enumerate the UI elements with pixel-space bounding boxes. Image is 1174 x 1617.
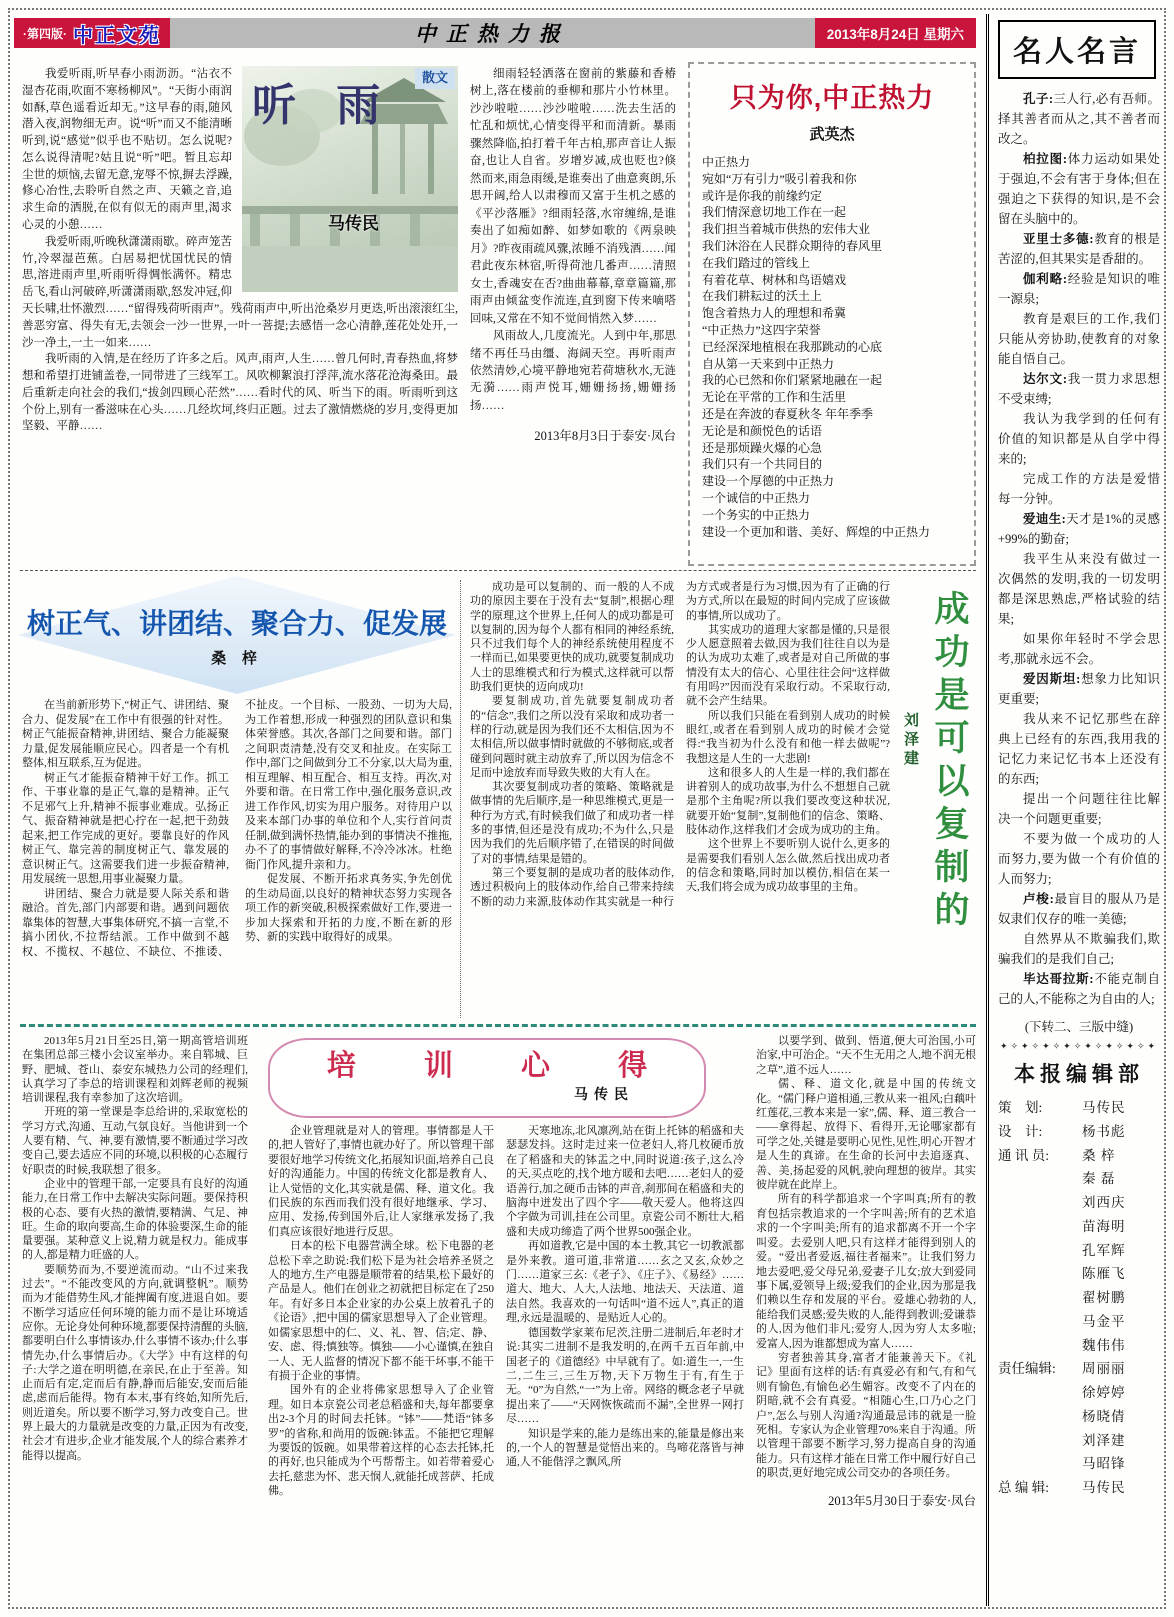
wavy-divider xyxy=(20,1024,976,1027)
editorial-role xyxy=(998,1452,1082,1476)
chenggong-vertical-title: 成功是可以复制的 xyxy=(930,590,969,934)
poem-title: 只为你,中正热力 xyxy=(729,83,935,113)
editorial-title: 本报编辑部 xyxy=(1014,1062,1144,1086)
editorial-name: 苗海明 xyxy=(1082,1218,1126,1234)
poem-line: 中正热力 xyxy=(702,155,751,169)
peixun-dateline: 2013年5月30日于泰安·凤台 xyxy=(828,1493,976,1508)
editorial-name: 杨书彪 xyxy=(1082,1123,1126,1139)
paragraph: 要复制成功,首先就要复制成功者的“信念”,我们之所以没有采取和成功者一样的行动,就是因为我们还不太相信,因为不太相信,所以做事情时就做的不够彻底,或者碰到问题时就主动放弃了,所以因为信念不足而中途放弃而导致失败的大有人在。 xyxy=(470,695,674,779)
poem-line: 已经深深地植根在我那跳动的心底 xyxy=(702,339,883,354)
shuzhengqi-title: 树正气、讲团结、聚合力、促发展 xyxy=(26,608,447,639)
issue-date: 2013年8月24日 星期六 xyxy=(815,18,976,48)
editorial-row xyxy=(998,1357,1160,1381)
quote-item xyxy=(998,549,1160,629)
quote-text: 三人行,必有吾师。择其善者而从之,其不善者而改之。 xyxy=(998,92,1160,146)
poem-line: 我的心已然和你们紧紧地融在一起 xyxy=(702,373,883,388)
article-tingyu-middle-column xyxy=(470,66,676,566)
editorial-name: 徐婷婷 xyxy=(1082,1385,1126,1400)
quote-text: 不要为做一个成功的人而努力,要为做一个有价值的人而努力; xyxy=(998,832,1160,886)
genre-tag: 散文 xyxy=(415,68,455,89)
quote-speaker: 卢梭: xyxy=(1023,892,1054,906)
paragraph: 穷者独善其身,富者才能兼善天下。《礼记》里面有这样的话:有真爱必有和气,有和气则有愉色,有愉色必生媚容。改变不了内在的阴暗,就不会有真爱。“相随心生,口乃心之门户”,怎么与别人沟通?沟通最忌讳的就是一脸死相。专家认为企业管理70%来自于沟通。所以管理干部要不断学习,努力提高自身的沟通能力。只有这样才能在日常工作中履行好自己的职责,更好地完成公司交办的各项任务。 xyxy=(756,1351,976,1480)
quote-item xyxy=(998,629,1160,669)
poem-lines xyxy=(702,154,962,540)
shuzhengqi-author: 桑 梓 xyxy=(211,651,263,667)
paragraph: 讲团结、聚合力就是要人际关系和谐融洽。首先,部门内部要和谐。遇到问题依靠集体的智慧,大事集体研究,不搞一言堂,不搞小团伙,不拉帮结派。工作中做到不越权、不揽权、不越位、不缺位、不推诿、不扯皮。一个目标、一股劲、一切为大局,为工作着想,形成一种强烈的团队意识和集体荣誉感。其次,各部门之间要和谐。部门之间职责清楚,没有交叉和扯皮。在实际工作中,部门之间做到分工不分家,以大局为重,相互理解、相互配合、相互支持。再次,对外要和谐。在日常工作中,强化服务意识,改进工作作风,切实为用户服务。对待用户以及来本部门办事的单位和个人,实行首问责任制,做到满怀热情,能办到的事情决不推拖,办不了的事情做好解释,不冷冷冰冰。杜绝衙门作风,提升亲和力。 xyxy=(22,699,452,958)
quote-item xyxy=(998,269,1160,309)
paragraph: 所有的科学都追求一个字叫真;所有的教育包括宗教追求的一个字叫善;所有的艺术追求的一个字叫美;所有的追求都离不开一个字叫爱。去爱别人吧,只有这样才能得到别人的爱。“爱出者爱返,福往者福来”。让我们努力地去爱吧,爱父母兄弟,爱妻子儿女;放大到爱同事下属,爱领导上级;爱我们的企业,因为那是我们赖以生存和发展的平台。爱雄心勃勃的人,能给我们灵感;爱失败的人,能得到教训;爱谦恭的人,因为他们非凡;爱穷人,因为穷人太多啦;爱富人,因为谁都想成为富人…… xyxy=(756,1193,976,1350)
editorial-role: 责任编辑: xyxy=(998,1361,1056,1377)
editorial-row xyxy=(998,1429,1160,1453)
paragraph: 风雨故人,几度流光。人到中年,那思绪不再任马由缰、海阔天空。再听雨声依然清妙,心境平静地宛若荷塘秋水,无涟无漪……雨声悦耳,姗姗扬扬,姗姗扬扬…… xyxy=(470,330,676,412)
quote-text: 完成工作的方法是爱惜每一分钟。 xyxy=(998,472,1160,506)
quote-item xyxy=(998,509,1160,549)
quote-speaker: 爱因斯坦: xyxy=(1023,672,1081,686)
paragraph: 要顺势而为,不要逆流而动。“山不过来我过去”。“不能改变风的方向,就调整帆”。顺势而为才能借势生风,才能捭阖有度,进退自如。要不断学习适应任何环境的能力而不是让环境适应你。无论身处何种环境,都要保持清醒的头脑,都要明白什么事情该办,什么事情不该办;什么事情先办,什么事情后办。《大学》中有这样的句子:大学之道在明明德,在亲民,在止于至善。知止而后有定,定而后有静,静而后能安,安而后能虑,虑而后能得。物有本末,事有终始,知所先后,则近道矣。所以要不断学习,努力改变自己。世界上最大的力量就是改变的力量,正因为有改变,社会才有进步,企业才能发展,个人的综合素养才能得以提高。 xyxy=(22,1263,248,1462)
quote-text: 我从来不记忆那些在辞典上已经有的东西,我用我的记忆力来记忆书本上还没有的东西; xyxy=(998,712,1160,786)
quotes-title: 名人名言 xyxy=(998,20,1156,79)
editorial-role: 设 计: xyxy=(998,1123,1043,1139)
poem-line: 我们沐浴在人民群众期待的春风里 xyxy=(702,238,883,253)
editorial-name: 马传民 xyxy=(1082,1480,1126,1495)
editorial-name: 桑 梓 xyxy=(1082,1147,1116,1163)
quote-text: 体力运动如果处于强迫,不会有害于身体;但在强迫之下获得的知识,是不会留在头脑中的。 xyxy=(998,152,1160,226)
shuzhengqi-text xyxy=(22,698,452,1014)
editorial-role: 通 讯 员: xyxy=(998,1147,1050,1163)
editorial-row xyxy=(998,1476,1160,1500)
poem-line: 有着花草、树林和鸟语嬉戏 xyxy=(702,272,847,287)
paragraph: 成功是可以复制的、而一般的人不成功的原因主要在于没有去“复制”,根据心理学的原理,这个世界上,任何人的成功都是可以复制的,因为每个人都有相同的神经系统,只不过我们每个人的神经系统使用程度不一样而已,如果要更快的成功,就要复制成功人士的思维模式和行为模式,这样就可以帮助我们更快的迈向成功! xyxy=(470,581,674,694)
paragraph: 第三个要复制的是成功者的肢体动作,透过积极向上的肢体动作,给自己带来持续不断的动力来源,肢体动作其实就是一种行为方式或者是行为习惯,因为有了正确的行为方式,所以在最短的时间内完成了应该做的事情,所以成功了。 xyxy=(470,581,890,908)
paragraph: 我爱听雨,听晚秋潇潇雨歇。碎声笼苦竹,冷翠湿芭蕉。白居易把忧国忧民的情思,溶进雨声里,听雨听得惆怅满怀。精忠岳飞,看山河破碎,听潇潇雨歇,怒发冲冠,仰天长啸,壮怀激烈……“留得残荷听雨声”。残荷雨声中,听出沧桑岁月更迭,听出滚滚红尘,善恶穷富、得失有无,去领会一沙一世界,一叶一菩提;去感悟一念心清静,莲花处处开,一沙一净土,一土一如来…… xyxy=(22,235,458,349)
poem-line: 我们情深意切地工作在一起 xyxy=(702,205,847,220)
quote-text: 教育的根是苦涩的,但其果实是香甜的。 xyxy=(998,232,1160,266)
quote-item xyxy=(998,409,1160,469)
quote-text: 经验是知识的唯一源泉; xyxy=(998,272,1160,306)
poem-line: 我们只有一个共同目的 xyxy=(702,457,823,472)
peixun-column-b xyxy=(506,1124,744,1610)
editorial-role xyxy=(998,1262,1082,1286)
editorial-name: 杨晓倩 xyxy=(1082,1408,1126,1424)
poem-line: 我们担当着城市供热的宏伟大业 xyxy=(702,222,871,237)
poem-line: 还是那烦躁火爆的心急 xyxy=(702,440,823,455)
quote-speaker: 亚里士多德: xyxy=(1023,232,1094,246)
quote-item xyxy=(998,969,1160,1009)
paragraph: 开班的第一堂课是李总给讲的,采取宽松的学习方式,沟通、互动,气氛良好。当他讲到一个人要有精、气、神,要有激情,要不断通过学习改变自己,要去适应不同的环境,以积极的心态履行好职责的时候,我联想了很多。 xyxy=(22,1106,248,1176)
shuzhengqi-title-banner xyxy=(22,580,452,690)
paragraph: 天寒地冻,北风凛冽,站在街上托钵的稻盛和夫瑟瑟发抖。这时走过来一位老妇人,将几枚硬币放在了稻盛和夫的钵盂之中,同时说道:孩子,这么冷的天,买点吃的,找个地方暖和去吧……老妇人的爱语善行,加之硬币击钵的声音,刹那间在稻盛和夫的脑海中迸发出了四个字——敬天爱人。他将这四个字做为司训,挂在公司里。京瓷公司不断壮大,稻盛和夫成功缔造了两个世界500强企业。 xyxy=(506,1125,744,1238)
paragraph: 细雨轻轻洒落在窗前的紫藤和香椿树上,落在楼前的垂柳和那片小竹林里。沙沙啦啦……沙沙啦啦……洗去生活的忙乱和烦忧,心情变得平和而清新。暴雨骤然降临,拍打着千年古柏,那声音让人振奋,也让人自省。岁增岁减,成也贬也?倏然而来,雨急雨缓,是谁奏出了曲意爽朗,乐思开阔,给人以肃穆而又富于生机之感的《平沙落雁》?细雨轻落,水帘缠绵,是谁奏出了如痴如醉、如梦如歌的《两泉映月》?昨夜雨疏风骤,浓睡不消残酒……闻君此夜东林宿,听得荷池几番声……清照女士,香魂安在否?曲曲幕幕,章章篇篇,那雨声由倾盆变作流连,直到窗下传来嘀嗒回味,又常在不知不觉间悄然入梦…… xyxy=(470,68,676,325)
poem-author: 武英杰 xyxy=(809,127,855,143)
editorial-role xyxy=(998,1239,1082,1263)
editorial-role xyxy=(998,1405,1082,1429)
poem-line: 无论是和颜悦色的话语 xyxy=(702,423,823,438)
poem-line: 饱含着热力人的理想和希冀 xyxy=(702,306,847,321)
editorial-role xyxy=(998,1429,1082,1453)
quote-speaker: 伽利略: xyxy=(1023,272,1068,286)
edition-block xyxy=(14,18,170,48)
quote-item xyxy=(998,829,1160,889)
editorial-row xyxy=(998,1096,1160,1120)
editorial-row xyxy=(998,1452,1160,1476)
editorial-role xyxy=(998,1167,1082,1191)
paragraph: 这和很多人的人生是一样的,我们都在讲着别人的成功故事,为什么不想想自己就是那个主角呢?所以我们要改变这种状况,就要开始“复制”,复制他们的信念、策略、肢体动作,这样我们才会成为成功的主角。 xyxy=(686,766,890,837)
editorial-row xyxy=(998,1239,1160,1263)
tingyu-dateline: 2013年8月3日于泰安·凤台 xyxy=(534,429,676,444)
article-tingyu-author: 马传民 xyxy=(328,214,379,233)
tingyu-middle-text xyxy=(470,66,676,415)
sidebar xyxy=(986,14,1164,1606)
paragraph: 树正气才能振奋精神干好工作。抓工作、干事业靠的是正气,靠的是精神。正气不足邪气上升,精神不振事业难成。弘扬正气、振奋精神就是把心拧在一起,把干劲鼓起来,把工作完成的更好。要靠良好的作风树正气、靠完善的制度树正气、靠发展的意识树正气。这需要我们进一步振奋精神,用发展统一思想,用事业凝聚力量。 xyxy=(22,771,229,886)
article-peixun-intro-column xyxy=(22,1034,248,1608)
quote-speaker: 柏拉图: xyxy=(1023,152,1068,166)
paragraph: 我听雨的入情,是在经历了许多之后。风声,雨声,人生……曾几何时,青春热血,将梦想和希望打进铺盖卷,一同带进了三线军工。风吹柳絮浪打浮萍,流水落花沧海桑田。最后重新走向社会的我们,“拔剑四顾心茫然”……看时代的风、听当下的雨。听雨听到这个份上,别有一番滋味在心头……几经坎坷,终归正题。过去了激情燃烧的岁月,变得更加坚毅、平静…… xyxy=(22,353,458,433)
poem-line: “中正热力”这四字荣誉 xyxy=(702,322,821,337)
editorial-name: 秦 磊 xyxy=(1082,1171,1116,1187)
newspaper-title: 中正热力报 xyxy=(414,22,570,46)
editorial-role xyxy=(998,1286,1082,1310)
poem-line: 在我们踏过的管线上 xyxy=(702,255,811,270)
paragraph: 企业中的管理干部,一定要具有良好的沟通能力,在日常工作中去解决实际问题。要保持积极的心态、要有火热的激情,要精满、气足、神旺。生命的取向要高,生命的体验要深,生命的能量要强。某种意义上说,精力就是权力。能成事的人,都是精力旺盛的人。 xyxy=(22,1177,248,1262)
poem-line: 自从第一天来到中正热力 xyxy=(702,356,835,371)
peixun-author: 马传民 xyxy=(574,1088,634,1103)
editorial-board xyxy=(998,1041,1160,1500)
paragraph: 这个世界上不要听别人说什么,更多的是需要我们看别人怎么做,然后找出成功者的信念和策略,同时加以模仿,相信在某一天,我们将会成为成功故事里的主角。 xyxy=(686,838,890,894)
quote-item xyxy=(998,889,1160,929)
poem-line: 建设一个厚德的中正热力 xyxy=(702,474,835,489)
editorial-row xyxy=(998,1215,1160,1239)
quote-item xyxy=(998,669,1160,709)
article-tingyu-left-column xyxy=(22,66,458,566)
quote-item xyxy=(998,789,1160,829)
editorial-row xyxy=(998,1405,1160,1429)
paragraph: 其次要复制成功者的策略、策略就是做事情的先后顺序,是一种思维模式,更是一种行为方式,有时候我们做了和成功者一样多的事情,但还是没有成功;不为什么,只是因为我们的先后顺序错了,在错误的时间做了对的事情,结果是错的。 xyxy=(470,781,674,865)
quote-speaker: 爱迪生: xyxy=(1023,512,1066,526)
peixun-column-c xyxy=(756,1034,976,1610)
quote-item xyxy=(998,149,1160,229)
editorial-role xyxy=(998,1334,1082,1358)
editorial-role xyxy=(998,1381,1082,1405)
quote-text: 我认为我学到的任何有价值的知识都是从自学中得来的; xyxy=(998,412,1160,466)
masthead-bar xyxy=(14,18,976,48)
paragraph: 所以我们只能在看到别人成功的时候眼红,或者在看到别人成功的时候才会觉得:“我当初为什么没有和他一样去做呢”?我想这是人生的一大悲剧! xyxy=(686,709,890,765)
editorial-row xyxy=(998,1262,1160,1286)
quote-text: 我一贯力求思想不受束缚; xyxy=(998,372,1160,406)
poem-line: 建设一个更加和谐、美好、辉煌的中正热力 xyxy=(702,524,931,539)
article-tingyu-title: 听 雨 xyxy=(252,81,395,130)
paragraph: 其实成功的道理大家都是懂的,只是很少人愿意照着去做,因为我们往往自以为是的认为成功太难了,或者是对自己所做的事情没有太大的信心、心里往往会问“这样做有用吗?”因而没有采取行动。不采取行动,就不会产生结果。 xyxy=(686,623,890,708)
quote-item xyxy=(998,929,1160,969)
quote-text: 如果你年轻时不学会思考,那就永远不会。 xyxy=(998,632,1160,666)
editorial-rows xyxy=(998,1096,1160,1500)
paragraph: 德国数学家莱布尼茨,注册二进制后,年老时才说:其实二进制不是我发明的,在两千五百年前,中国老子的《道德经》中早就有了。如:道生一,一生二,二生三,三生万物,天下万物生于有,有生于无。“0”为自然,“一”为上帝。网络的概念老子早就提出来了——“天网恢恢疏而不漏”,全世界一网打尽…… xyxy=(506,1326,744,1426)
paragraph: 儒、释、道文化,就是中国的传统文化。“儒门释户道相通,三教从来一祖风;白藕叶红莲花,三教本来是一家”,儒、释、道三教合一——拿得起、放得下、看得开,无论哪家都有可学之处,关键是要明心见性,见性,明心开智才是人生的真谛。在生命的长河中去追逐真、善、美,扬起爱的风帆,驶向理想的彼岸。其实彼岸就在此岸上。 xyxy=(756,1078,976,1192)
editorial-role xyxy=(998,1215,1082,1239)
article-chenggong-text xyxy=(470,580,890,1018)
quote-text: 天才是1%的灵感+99%的勤奋; xyxy=(998,512,1160,546)
quote-speaker: 毕达哥拉斯: xyxy=(1023,972,1094,986)
quote-item xyxy=(998,89,1160,149)
continuation-note: (下转二、三版中缝) xyxy=(1024,1020,1134,1034)
editorial-name: 刘西庆 xyxy=(1082,1195,1126,1210)
paragraph: 再如道教,它是中国的本土教,其它一切教派都是外来教。道可道,非常道……玄之又玄,众妙之门……道家三玄:《老子》、《庄子》、《易经》……道大、地大、人大,人法地、地法天、天法道、道法自然。我喜欢的一句话叫“道不远人”,真正的道理,永远是温暖的、是贴近人心的。 xyxy=(506,1240,744,1325)
editorial-name: 马昭锋 xyxy=(1082,1456,1126,1472)
editorial-row xyxy=(998,1120,1160,1144)
peixun-title: 培 训 心 得 xyxy=(326,1050,678,1082)
article-shuzhengqi xyxy=(22,580,452,1020)
editorial-row xyxy=(998,1167,1160,1191)
editorial-name: 周丽丽 xyxy=(1082,1361,1126,1377)
paragraph: 知识是学来的,能力是练出来的,能量是修出来的,一个人的智慧是觉悟出来的。鸟啼花落皆与神通,人不能偕浮之飘风,所 xyxy=(506,1427,744,1469)
horizontal-divider xyxy=(20,570,976,571)
quote-item xyxy=(998,229,1160,269)
poem-line: 一个诚信的中正热力 xyxy=(702,490,811,505)
paragraph: 我爱听雨,听早春小雨沥沥。“沾衣不湿杏花雨,吹面不寒杨柳风”。“天街小雨润如酥,草色遥看近却无。”这早春的雨,随风潜入夜,润物细无声。说“听”而又不能清晰听到,说“感觉”似乎也不贴切。怎么说呢?怎么说得清呢?姑且说“听”吧。暂且忘却尘世的烦恼,去留无意,宠辱不惊,摒去浮躁,修心冶性,去聆听自然之声、天籁之音,追求生命的洒脱,在似有似无的雨声里,渴求心灵的小憩…… xyxy=(22,68,232,232)
editorial-name: 刘泽建 xyxy=(1082,1432,1126,1448)
quote-text: 教育是艰巨的工作,我们只能从旁协助,使教育的对象能自悟自己。 xyxy=(998,312,1160,366)
paragraph: 企业管理就是对人的管理。事情都是人干的,把人管好了,事情也就办好了。所以管理干部要很好地学习传统文化,拓展知识面,培养自己良好的沟通能力。中国的传统文化都是教育人、让人觉悟的文化,其实就是儒、释、道文化。我们民族的东西而我们没有很好地继承、学习、应用、发扬,传到国外后,让人家继承发扬了,我们真应该很好地进行反思。 xyxy=(268,1125,494,1238)
edition-label: ·第四版· xyxy=(23,26,67,41)
poem-line: 还是在奔波的春夏秋冬 年年季季 xyxy=(702,406,874,421)
poem-line: 宛如“万有引力”吸引着我和你 xyxy=(702,171,857,186)
editorial-row xyxy=(998,1310,1160,1334)
editorial-role xyxy=(998,1191,1082,1215)
vertical-divider xyxy=(460,580,461,1018)
quote-text: 提出一个问题往往比解决一个问题更重要; xyxy=(998,792,1160,826)
editorial-role: 总 编 辑: xyxy=(998,1480,1050,1495)
paragraph: 促发展、不断开拓求真务实,争先创优的生动局面,以良好的精神状态努力实现各项工作的新突破,积极探索做好工作,要进一步加大探索和开拓的力度,不断在新的形势、新的实践中取得好的成果。 xyxy=(245,873,452,944)
peixun-title-box xyxy=(268,1038,706,1118)
quote-text: 不能克制自己的人,不能称之为自由的人; xyxy=(998,972,1160,1006)
tingyu-photo xyxy=(242,66,458,292)
quote-speaker: 达尔文: xyxy=(1023,372,1068,386)
editorial-name: 孔军辉 xyxy=(1082,1242,1126,1258)
quote-text: 自然界从不欺骗我们,欺骗我们的是我们自己; xyxy=(998,932,1160,966)
paragraph: 日本的松下电器营满全球。松下电器的老总松下幸之助说:我们松下是为社会培养圣贤之人的地方,生产电器是顺带着的结果,松下最好的产品是人。他们在创业之初就把目标定在了250年。有好多日本企业家的办公桌上放着孔子的《论语》,把中国的儒家思想导入了企业管理。如儒家思想中的仁、义、礼、智、信;定、静、安、虑、得;慎独等。慎独——小心谨慎,在独自一人、无人监督的情况下都不能干坏事,不能干有损于企业的事情。 xyxy=(268,1240,494,1382)
editorial-name: 马金平 xyxy=(1082,1313,1126,1329)
editorial-name: 魏伟伟 xyxy=(1082,1337,1126,1353)
editorial-row xyxy=(998,1286,1160,1310)
chenggong-title-block xyxy=(896,584,976,1018)
editorial-row xyxy=(998,1144,1160,1168)
editorial-role xyxy=(998,1310,1082,1334)
paragraph: 以要学到、做到、悟道,便大可治国,小可治家,中可治企。“天不生无用之人,地不润无根之草”,道不远人…… xyxy=(756,1035,976,1076)
quote-speaker: 孔子: xyxy=(1023,92,1054,106)
quote-text: 想象力比知识更重要; xyxy=(998,672,1160,706)
quote-item xyxy=(998,709,1160,789)
chenggong-author: 刘泽建 xyxy=(902,712,918,769)
ornament-divider: ✦✧✦✧✦✧✦✧✦✧✦✧✦✧✦ xyxy=(999,1041,1159,1051)
editorial-role: 策 划: xyxy=(998,1100,1043,1115)
editorial-row xyxy=(998,1334,1160,1358)
poem-line: 一个务实的中正热力 xyxy=(702,507,811,522)
quote-text: 最盲目的服从乃是奴隶们仅存的唯一美德; xyxy=(998,892,1160,926)
editorial-name: 翟树鹏 xyxy=(1082,1290,1126,1305)
quote-item xyxy=(998,369,1160,409)
peixun-column-a xyxy=(268,1124,494,1610)
poem-line: 无论在平常的工作和生活里 xyxy=(702,390,847,405)
poem-line: 在我们耕耘过的沃土上 xyxy=(702,289,823,304)
paragraph: 国外有的企业将佛家思想导入了企业管理。如日本京瓷公司老总稻盛和夫,每年都要拿出2-3个月的时间去托钵。“钵”——梵语“钵多罗”的省称,和尚用的饭碗:钵盂。不能把它理解为要饭的饭碗。如果带着这样的心态去托钵,托的再好,也只能成为个丐帮帮主。如若带着爱心去托,慈悲为怀、悲天悯人,就能托成菩萨、托成佛。 xyxy=(268,1384,494,1498)
editorial-row xyxy=(998,1191,1160,1215)
editorial-name: 马传民 xyxy=(1082,1100,1126,1115)
poem-line: 或许是你我的前缘约定 xyxy=(702,188,823,203)
paragraph: 在当前新形势下,“树正气、讲团结、聚合力、促发展”在工作中有很强的针对性。树正气能振奋精神,讲团结、聚合力能凝聚力量,促发展能顺应民心。四者是一个有机整体,相互联系,互为促进。 xyxy=(22,699,229,770)
editorial-row xyxy=(998,1381,1160,1405)
quote-item xyxy=(998,469,1160,509)
quotes-list xyxy=(998,89,1160,1009)
editorial-name: 陈雁飞 xyxy=(1082,1266,1126,1282)
paragraph: 2013年5月21日至25日,第一期高管培训班在集团总部三楼小会议室举办。来自郓城、巨野、肥城、苍山、泰安东城热力公司的经理们,认真学习了李总的培训课程和刘辉老师的视频培训课程,我有幸参加了这次培训。 xyxy=(22,1035,248,1105)
poem-box xyxy=(688,62,976,566)
peixun-column-c-text xyxy=(756,1034,976,1481)
quote-item xyxy=(998,309,1160,369)
column-name: 中正文苑 xyxy=(73,24,161,47)
quote-text: 我平生从来没有做过一次偶然的发明,我的一切发明都是深思熟虑,严格试验的结果; xyxy=(998,552,1160,626)
